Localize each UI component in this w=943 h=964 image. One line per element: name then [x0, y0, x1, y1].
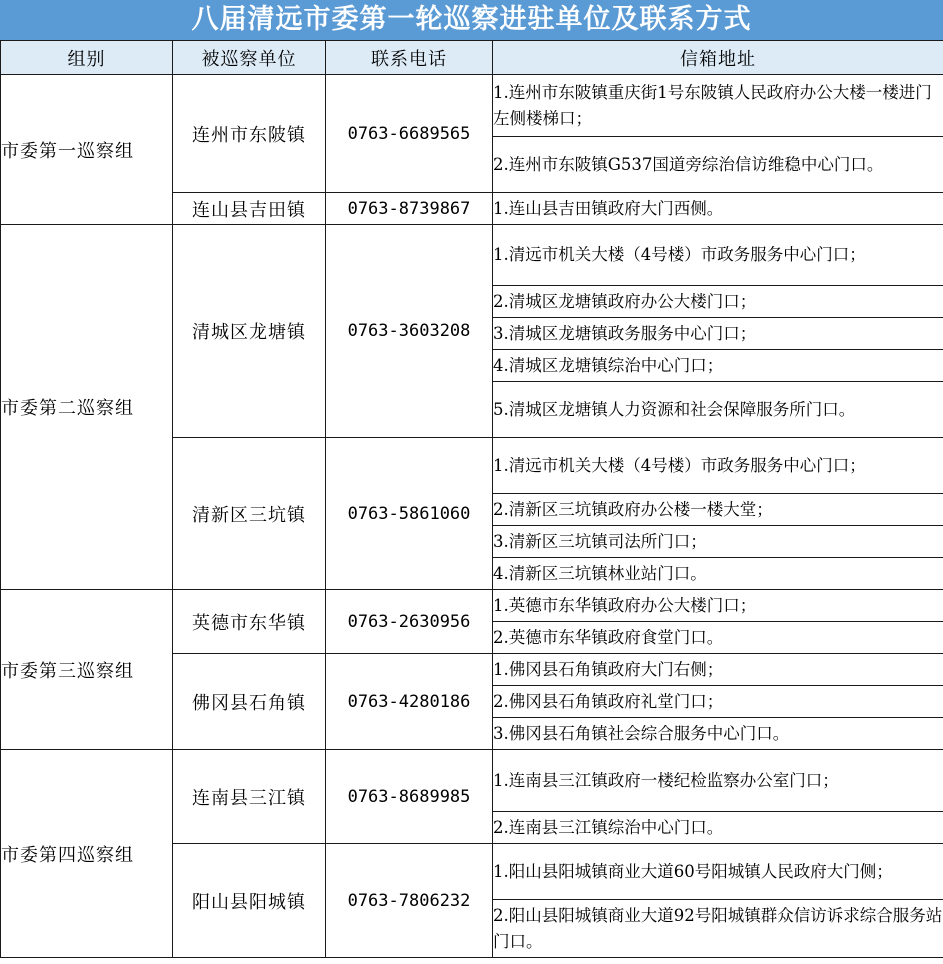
address-cell: 2.清新区三坑镇政府办公楼一楼大堂；: [493, 494, 943, 526]
phone-cell: 0763-4280186: [326, 654, 493, 750]
table-row: [1, 75, 943, 137]
header-unit: 被巡察单位: [173, 41, 326, 75]
address-cell: 1.英德市东华镇政府办公大楼门口；: [493, 590, 943, 622]
group-cell: 市委第三巡察组: [1, 590, 173, 750]
phone-cell: 0763-6689565: [326, 75, 493, 193]
unit-cell: 连南县三江镇: [173, 750, 326, 844]
address-cell: 1.连山县吉田镇政府大门西侧。: [493, 193, 943, 225]
address-cell: 2.英德市东华镇政府食堂门口。: [493, 622, 943, 654]
address-cell: 3.佛冈县石角镇社会综合服务中心门口。: [493, 718, 943, 750]
group-cell: 市委第四巡察组: [1, 750, 173, 958]
address-cell: 3.清城区龙塘镇政务服务中心门口；: [493, 318, 943, 350]
unit-cell: 清城区龙塘镇: [173, 225, 326, 438]
unit-cell: 清新区三坑镇: [173, 438, 326, 590]
address-cell: 2.佛冈县石角镇政府礼堂门口；: [493, 686, 943, 718]
group-cell: 市委第一巡察组: [1, 75, 173, 225]
phone-cell: 0763-8689985: [326, 750, 493, 844]
phone-cell: 0763-7806232: [326, 844, 493, 958]
table-row: [1, 750, 943, 812]
unit-cell: 连山县吉田镇: [173, 193, 326, 225]
address-cell: 1.连南县三江镇政府一楼纪检监察办公室门口；: [493, 750, 943, 812]
unit-cell: 英德市东华镇: [173, 590, 326, 654]
contact-table: [0, 40, 943, 958]
address-cell: 1.清远市机关大楼（4号楼）市政务服务中心门口；: [493, 438, 943, 494]
group-cell: 市委第二巡察组: [1, 225, 173, 590]
phone-cell: 0763-8739867: [326, 193, 493, 225]
address-cell: 2.清城区龙塘镇政府办公大楼门口；: [493, 286, 943, 318]
address-cell: 2.连州市东陂镇G537国道旁综治信访维稳中心门口。: [493, 137, 943, 193]
header-phone: 联系电话: [326, 41, 493, 75]
address-cell: 1.清远市机关大楼（4号楼）市政务服务中心门口；: [493, 225, 943, 286]
address-cell: 1.阳山县阳城镇商业大道60号阳城镇人民政府大门侧；: [493, 844, 943, 900]
phone-cell: 0763-2630956: [326, 590, 493, 654]
address-cell: 3.清新区三坑镇司法所门口；: [493, 526, 943, 558]
page-title: 八届清远市委第一轮巡察进驻单位及联系方式: [0, 0, 943, 40]
header-group: 组别: [1, 41, 173, 75]
phone-cell: 0763-5861060: [326, 438, 493, 590]
unit-cell: 连州市东陂镇: [173, 75, 326, 193]
address-cell: 4.清城区龙塘镇综治中心门口；: [493, 350, 943, 382]
address-cell: 5.清城区龙塘镇人力资源和社会保障服务所门口。: [493, 382, 943, 438]
address-cell: 2.连南县三江镇综治中心门口。: [493, 812, 943, 844]
header-row: [1, 41, 943, 75]
address-cell: 1.连州市东陂镇重庆街1号东陂镇人民政府办公大楼一楼进门左侧楼梯口；: [493, 75, 943, 137]
address-cell: 1.佛冈县石角镇政府大门右侧；: [493, 654, 943, 686]
address-cell: 4.清新区三坑镇林业站门口。: [493, 558, 943, 590]
unit-cell: 阳山县阳城镇: [173, 844, 326, 958]
header-mailbox: 信箱地址: [493, 41, 943, 75]
address-cell: 2.阳山县阳城镇商业大道92号阳城镇群众信访诉求综合服务站门口。: [493, 900, 943, 958]
table-row: [1, 590, 943, 622]
phone-cell: 0763-3603208: [326, 225, 493, 438]
table-row: [1, 225, 943, 286]
unit-cell: 佛冈县石角镇: [173, 654, 326, 750]
